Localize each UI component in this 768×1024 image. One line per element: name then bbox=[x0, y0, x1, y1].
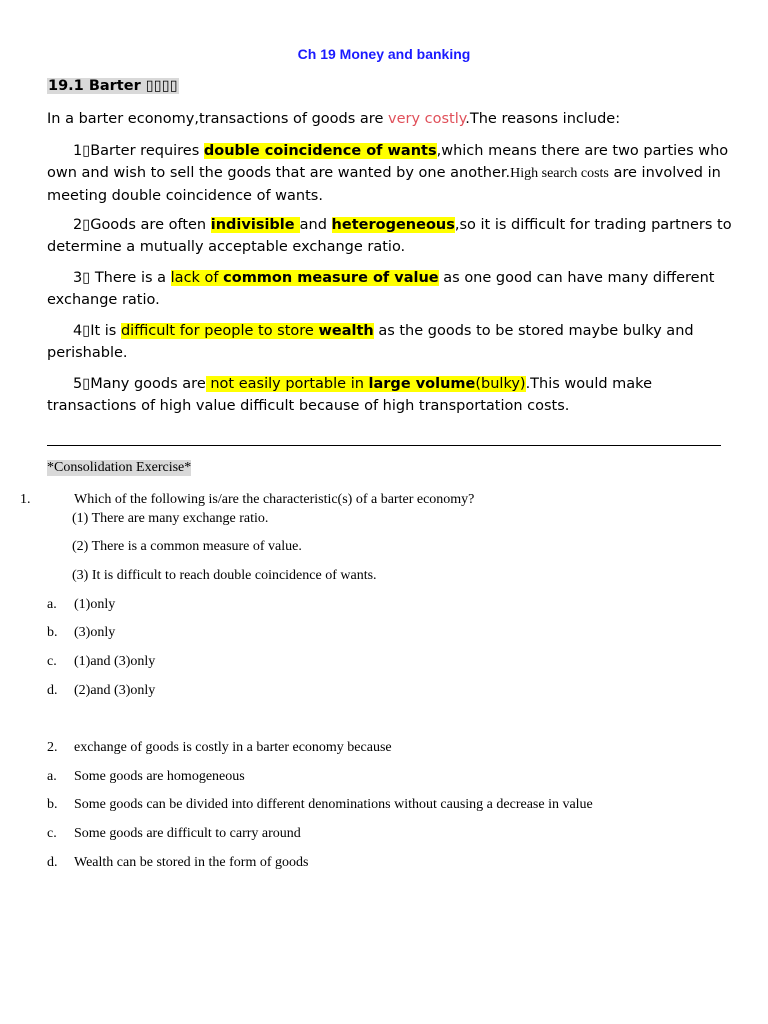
intro-paragraph bbox=[47, 108, 737, 130]
q2-option-b: Some goods can be divided into different denominations without causing a decrease in value bbox=[74, 797, 593, 812]
q1-option-b: (3)only bbox=[74, 625, 116, 640]
q2-number: 2. bbox=[47, 740, 58, 755]
q1-statement-1: (1) There are many exchange ratio. bbox=[72, 511, 269, 526]
reason-5-highlight-tail: (bulky) bbox=[475, 376, 526, 392]
q2-stem: exchange of goods is costly in a barter economy because bbox=[74, 740, 392, 755]
q1-stem: Which of the following is/are the characteristic(s) of a barter economy? bbox=[74, 492, 475, 507]
q2-option-c-letter: c. bbox=[47, 826, 57, 841]
reason-4-highlight-bold: wealth bbox=[318, 323, 374, 339]
q1-option-c: (1)and (3)only bbox=[74, 654, 156, 669]
reason-1 bbox=[47, 140, 737, 207]
reason-5-prefix: 5▯Many goods are bbox=[73, 376, 206, 392]
reason-2-prefix: 2▯Goods are often bbox=[73, 217, 211, 233]
reason-1-text: ,which means there are two parties who own and wish to sell the goods that are wanted by one another. bbox=[47, 143, 729, 181]
reason-4-text: as the goods to be stored maybe bulky and perishable. bbox=[47, 323, 694, 361]
q2-option-d: Wealth can be stored in the form of goods bbox=[74, 855, 309, 870]
q2-option-c: Some goods are difficult to carry around bbox=[74, 826, 301, 841]
q1-option-a-letter: a. bbox=[47, 597, 57, 612]
q2-option-a-letter: a. bbox=[47, 769, 57, 784]
reason-2 bbox=[47, 214, 737, 258]
q2-option-b-letter: b. bbox=[47, 797, 58, 812]
reason-1-prefix: 1▯Barter requires bbox=[73, 143, 204, 159]
reason-2-highlight-1: indivisible bbox=[210, 217, 300, 233]
q1-statement-3: (3) It is difficult to reach double coincidence of wants. bbox=[72, 568, 377, 583]
reason-1-tail: are involved in meeting double coincidence of wants. bbox=[47, 165, 721, 204]
q1-option-d-letter: d. bbox=[47, 683, 58, 698]
reason-5-highlight: not easily portable in bbox=[205, 376, 369, 392]
exercise-label: *Consolidation Exercise* bbox=[47, 460, 192, 475]
q1-option-c-letter: c. bbox=[47, 654, 57, 669]
reason-4-highlight: difficult for people to store bbox=[120, 323, 319, 339]
q1-number: 1. bbox=[20, 492, 31, 507]
reason-4 bbox=[47, 320, 737, 364]
q2-option-a: Some goods are homogeneous bbox=[74, 769, 245, 784]
q1-option-a: (1)only bbox=[74, 597, 116, 612]
document-title: Ch 19 Money and banking bbox=[297, 46, 471, 62]
reason-3-highlight: lack of bbox=[170, 270, 224, 286]
reason-5-text: .This would make transactions of high value difficult because of high transportation costs. bbox=[47, 376, 652, 414]
reason-2-text: ,so it is difficult for trading partners to determine a mutually acceptable exchange ratio. bbox=[47, 217, 732, 255]
reason-2-mid: and bbox=[299, 217, 332, 233]
intro-end: .The reasons include: bbox=[465, 111, 621, 127]
reason-3-highlight-bold: common measure of value bbox=[223, 270, 439, 286]
reason-1-serif-text: High search costs bbox=[510, 166, 609, 181]
q2-option-d-letter: d. bbox=[47, 855, 58, 870]
reason-2-highlight-2: heterogeneous bbox=[331, 217, 455, 233]
intro-text: In a barter economy,transactions of goods are bbox=[47, 111, 388, 127]
intro-emphasis: very costly bbox=[387, 111, 466, 127]
reason-5 bbox=[47, 373, 737, 417]
reason-3-text: as one good can have many different exchange ratio. bbox=[47, 270, 715, 308]
q1-option-b-letter: b. bbox=[47, 625, 58, 640]
q1-statement-2: (2) There is a common measure of value. bbox=[72, 539, 302, 554]
reason-1-highlight: double coincidence of wants bbox=[203, 143, 437, 159]
reason-3 bbox=[47, 267, 737, 311]
reason-5-highlight-bold: large volume bbox=[368, 376, 476, 392]
reason-3-prefix: 3▯ There is a bbox=[73, 270, 171, 286]
section-heading: 19.1 Barter ▯▯▯▯ bbox=[48, 78, 178, 94]
q1-option-d: (2)and (3)only bbox=[74, 683, 156, 698]
horizontal-divider bbox=[47, 445, 721, 446]
reason-4-prefix: 4▯It is bbox=[73, 323, 121, 339]
